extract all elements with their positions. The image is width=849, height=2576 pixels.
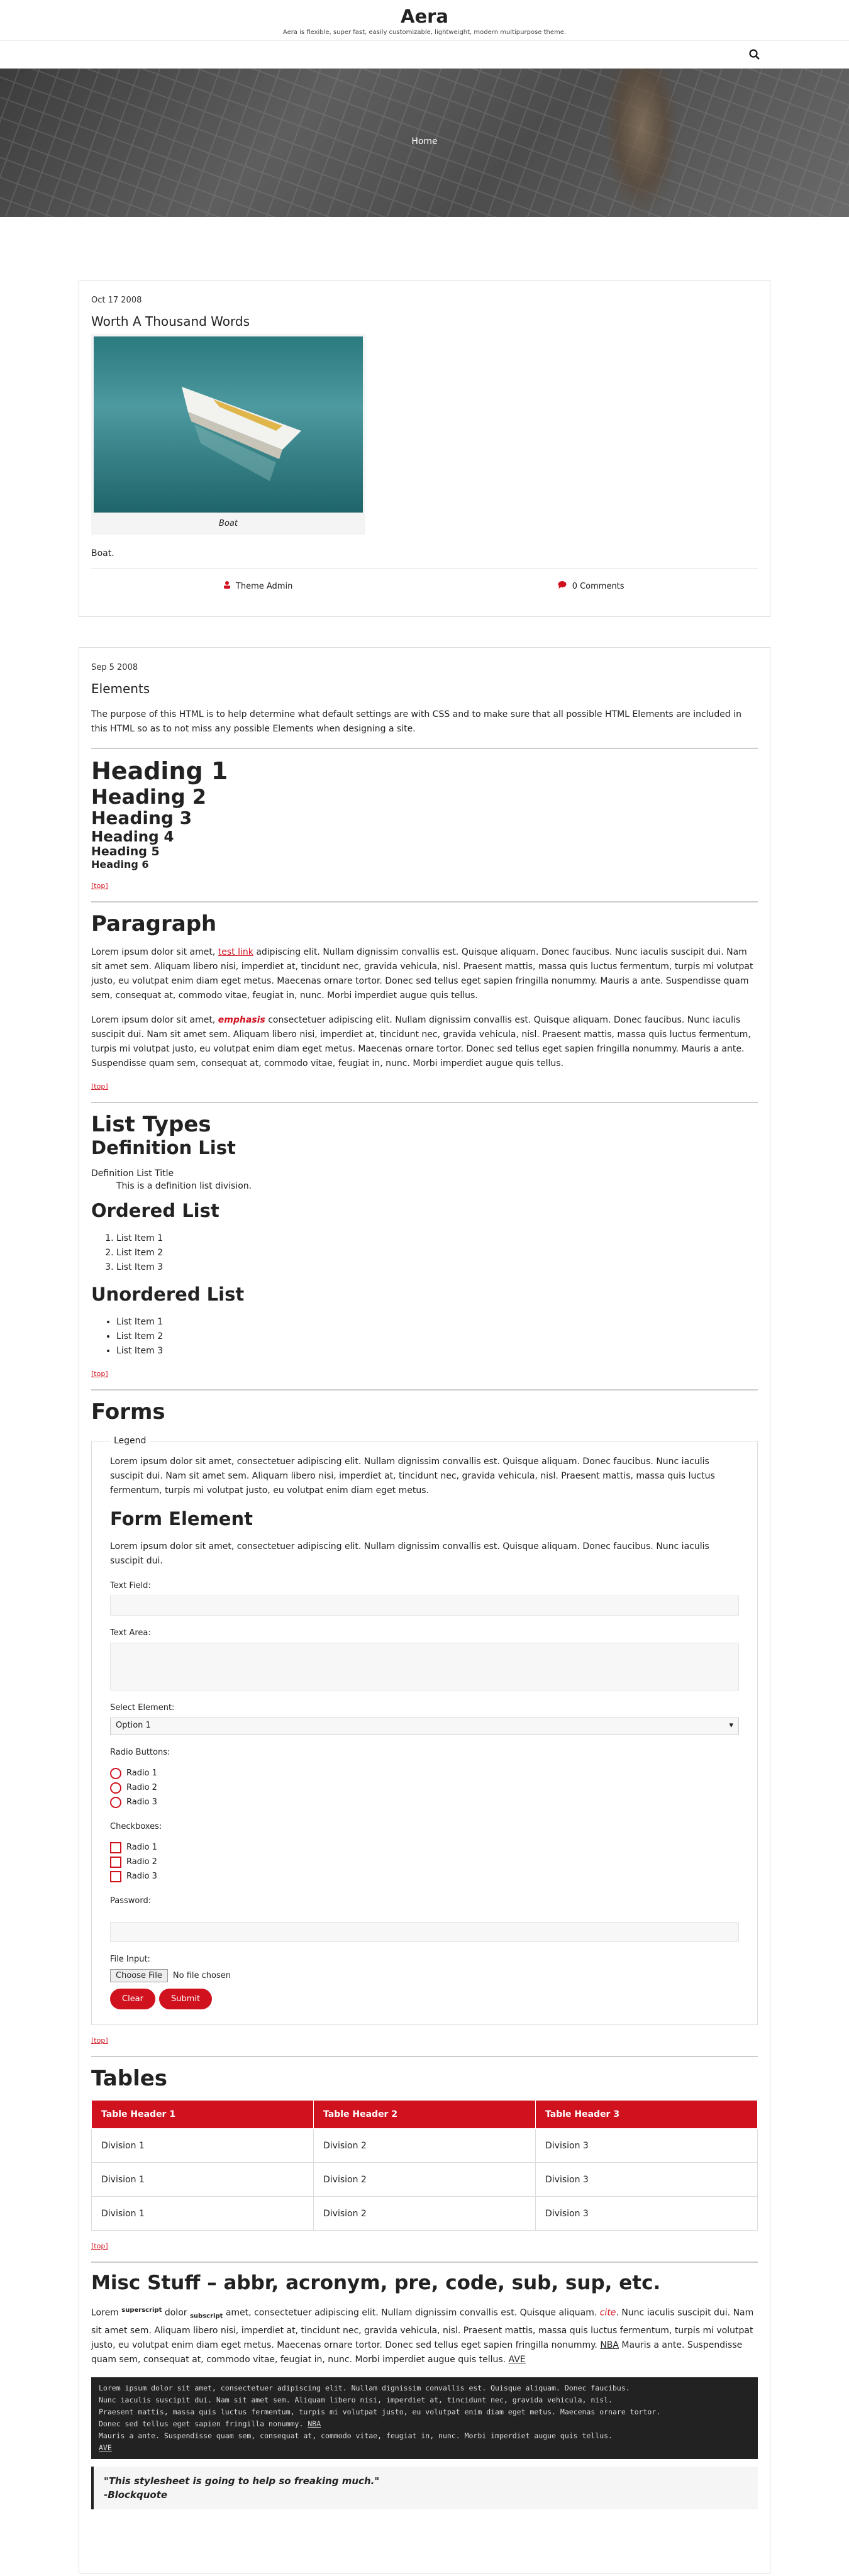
blockquote (91, 2467, 758, 2509)
post-card (79, 280, 770, 617)
divider (91, 2262, 758, 2263)
post-date: Oct 17 2008 (91, 296, 142, 305)
text-area-label: Text Area: (110, 1628, 151, 1638)
user-icon (223, 582, 231, 591)
table-cell: Division 2 (314, 2163, 536, 2197)
misc-paragraph: Lorem $^{superscript}$ dolor $_{subscript}$ amet, consectetuer adipiscing elit. Nullam dignissim convallis est. Quisque aliquam. cite. Nunc iaculis suscipit dui. Nam sit amet sem. Aliquam libero nisi, imperdiet at, tincidunt nec, gravida vehicula, nisl. Praesent mattis, massa quis luctus fermentum, turpis mi volutpat justo, eu volutpat enim diam eget metus. Maecenas ornare tortor. Donec sed tellus eget sapien fringilla nonummy. NBA Mauris a ante. Suspendisse quam sem, consequat at, commodo vitae, feugiat in, nunc. Morbi imperdiet augue quis tellus. AVE (91, 2307, 754, 2365)
heading-4: Heading 4 (91, 828, 174, 845)
file-status: No file chosen (172, 1971, 231, 1981)
checkbox[interactable] (110, 1871, 121, 1882)
table-header: Table Header 3 (536, 2101, 758, 2129)
list-item: • List Item 3 (116, 1344, 758, 1358)
heading-1: Heading 1 (91, 757, 228, 785)
list-item: 1. List Item 1 (116, 1231, 758, 1246)
chevron-down-icon: ▾ (729, 1721, 733, 1731)
paragraph-heading: Paragraph (91, 911, 217, 937)
submit-button[interactable]: Submit (159, 1989, 212, 2009)
clear-button[interactable]: Clear (110, 1989, 155, 2009)
cite-text: cite (599, 2308, 616, 2318)
paragraph-2: Lorem ipsum dolor sit amet, emphasis consectetuer adipiscing elit. Nullam dignissim convallis est. Quisque aliquam. Donec faucibus. Nunc iaculis suscipit dui. Nam sit amet sem. Aliquam libero nisi, imperdiet at, tincidunt nec, gravida vehicula, nisl. Praesent mattis, massa quis luctus fermentum, turpis mi volutpat justo, eu volutpat enim diam eget metus. Maecenas ornare tortor. Donec sed tellus eget sapien fringilla nonummy. Mauris a ante. Suspendisse quam sem, consequat at, commodo vitae, feugiat in, nunc. Morbi imperdiet augue quis tellus. (91, 1015, 751, 1069)
table-header-row (92, 2101, 758, 2129)
post-title[interactable]: Worth A Thousand Words (91, 314, 250, 329)
divider (91, 901, 758, 902)
definition-title: Definition List Title (91, 1169, 174, 1179)
breadcrumb[interactable]: Home (411, 136, 438, 147)
site-tagline: Aera is flexible, super fast, easily customizable, lightweight, modern multipurpose theme. (282, 29, 567, 36)
radio-option[interactable]: Radio 3 (110, 1795, 739, 1809)
form-text: Lorem ipsum dolor sit amet, consectetuer adipiscing elit. Nullam dignissim convallis est. Quisque aliquam. Donec faucibus. Nunc iaculis suscipit dui. (110, 1541, 709, 1567)
table-header: Table Header 2 (314, 2101, 536, 2129)
tables-heading: Tables (91, 2066, 168, 2092)
comment-icon (558, 582, 567, 591)
radio-button[interactable] (110, 1768, 121, 1779)
table-row (92, 2163, 758, 2197)
checkbox[interactable] (110, 1857, 121, 1868)
table-header: Table Header 1 (92, 2101, 314, 2129)
post-comments[interactable] (425, 580, 758, 591)
list-types-heading: List Types (91, 1112, 211, 1138)
emphasis-text: emphasis (218, 1015, 265, 1026)
pre-abbr-nba: NBA (308, 2419, 321, 2428)
post-intro: The purpose of this HTML is to help determine what default settings are with CSS and to make sure that all possible HTML Elements are included in this HTML so as to not miss any possible Elements when designing a site. (91, 709, 742, 734)
hero-banner (0, 69, 849, 217)
post-figure (91, 334, 365, 535)
navbar (0, 41, 849, 69)
checkbox[interactable] (110, 1842, 121, 1853)
checkbox-option[interactable]: Radio 2 (110, 1855, 739, 1869)
boat-image[interactable] (94, 336, 363, 513)
site-title[interactable]: Aera (401, 6, 448, 27)
table-cell: Division 3 (536, 2197, 758, 2231)
misc-heading: Misc Stuff – abbr, acronym, pre, code, sub, sup, etc. (91, 2272, 661, 2295)
select-value: Option 1 (116, 1721, 151, 1731)
table-cell: Division 2 (314, 2197, 536, 2231)
heading-2: Heading 2 (91, 784, 207, 809)
sample-table (91, 2100, 758, 2231)
form-fieldset (91, 1436, 758, 2025)
list-item: • List Item 1 (116, 1315, 758, 1330)
site-header (0, 0, 849, 41)
abbr-nba: NBA (600, 2340, 619, 2350)
choose-file-button[interactable]: Choose File (110, 1969, 168, 1982)
text-field-label: Text Field: (110, 1581, 151, 1591)
paragraph-1: Lorem ipsum dolor sit amet, test link adipiscing elit. Nullam dignissim convallis est. Quisque aliquam. Donec faucibus. Nunc iaculis suscipit dui. Nam sit amet sem. Aliquam libero nisi, imperdiet at, tincidunt nec, gravida vehicula, nisl. Praesent mattis, massa quis luctus fermentum, turpis mi volutpat justo, eu volutpat enim diam eget metus. Maecenas ornare tortor. Donec sed tellus eget sapien fringilla nonummy. Mauris a ante. Suspendisse quam sem, consequat at, commodo vitae, feugiat in, nunc. Morbi imperdiet augue quis tellus. (91, 947, 753, 1001)
top-link[interactable]: [top] (91, 2242, 108, 2251)
heading-6: Heading 6 (91, 858, 149, 870)
table-row (92, 2129, 758, 2163)
top-link[interactable]: [top] (91, 1082, 108, 1091)
post-date: Sep 5 2008 (91, 663, 138, 672)
post-author[interactable] (91, 580, 425, 591)
file-input (110, 1969, 739, 1982)
ordered-list-heading: Ordered List (91, 1200, 219, 1222)
subscript: subscript (189, 2312, 223, 2320)
select-label: Select Element: (110, 1703, 175, 1713)
heading-5: Heading 5 (91, 845, 160, 859)
image-caption: Boat (219, 519, 238, 528)
form-element-heading: Form Element (110, 1508, 253, 1530)
table-cell: Division 1 (92, 2197, 314, 2231)
password-input[interactable] (110, 1922, 739, 1942)
table-cell: Division 2 (314, 2129, 536, 2163)
checkbox-label: Checkboxes: (110, 1822, 162, 1832)
forms-heading: Forms (91, 1399, 165, 1425)
select-element[interactable] (110, 1718, 739, 1735)
ordered-list (91, 1231, 758, 1275)
form-legend: Legend (114, 1436, 147, 1446)
post-excerpt: Boat. (91, 548, 114, 558)
unordered-list (91, 1315, 758, 1358)
checkbox-option[interactable]: Radio 1 (110, 1840, 739, 1855)
list-item: 2. List Item 2 (116, 1246, 758, 1260)
superscript: superscript (121, 2307, 162, 2314)
table-cell: Division 3 (536, 2129, 758, 2163)
file-input-label: File Input: (110, 1955, 150, 1965)
divider (91, 2056, 758, 2057)
checkbox-option[interactable]: Radio 3 (110, 1869, 739, 1884)
heading-3: Heading 3 (91, 808, 192, 829)
divider (91, 748, 758, 749)
legend-text: Lorem ipsum dolor sit amet, consectetuer adipiscing elit. Nullam dignissim convallis est. Quisque aliquam. Donec faucibus. Nunc iaculis suscipit dui. Nam sit amet sem. Aliquam libero nisi, imperdiet at, tincidunt nec, gravida vehicula, nisl. Praesent mattis, massa quis luctus fermentum, turpis mi volutpat justo, eu volutpat enim diam eget metus. (110, 1457, 715, 1496)
test-link[interactable]: test link (218, 947, 253, 958)
definition-division: This is a definition list division. (116, 1181, 252, 1192)
top-link[interactable]: [top] (91, 2036, 108, 2045)
list-item: 3. List Item 3 (116, 1260, 758, 1275)
top-link[interactable]: [top] (91, 1370, 108, 1379)
radio-button[interactable] (110, 1782, 121, 1794)
checkbox-group (110, 1840, 739, 1884)
acronym-ave: AVE (508, 2354, 526, 2365)
radio-group (110, 1766, 739, 1809)
radio-option[interactable]: Radio 2 (110, 1780, 739, 1795)
divider (91, 1389, 758, 1391)
text-field-input[interactable] (110, 1596, 739, 1616)
table-cell: Division 3 (536, 2163, 758, 2197)
preformatted-code: Lorem ipsum dolor sit amet, consectetuer adipiscing elit. Nullam dignissim convallis est. Quisque aliquam. Donec faucibus. Nunc iaculis suscipit dui. Nam sit amet sem. Aliquam libero nisi, imperdiet at, tincidunt nec, gravida vehicula, nisl. Praesent mattis, massa quis luctus fermentum, turpis mi volutpat justo, eu volutpat enim diam eget metus. Maecenas ornare tortor. Donec sed tellus eget sapien fringilla nonummy. NBA Mauris a ante. Suspendisse quam sem, consequat at, commodo vitae, feugiat in, nunc. Morbi imperdiet augue quis tellus. AVE (91, 2377, 758, 2459)
post-card-elements (79, 647, 770, 2573)
content (79, 280, 770, 2573)
list-item: • List Item 2 (116, 1330, 758, 1344)
radio-option[interactable]: Radio 1 (110, 1766, 739, 1780)
form-buttons (110, 1989, 739, 2009)
unordered-list-heading: Unordered List (91, 1284, 245, 1306)
post-meta (91, 569, 758, 591)
quote-text: "This stylesheet is going to help so freaking much." (104, 2475, 380, 2487)
radio-label: Radio Buttons: (110, 1748, 170, 1758)
top-link[interactable]: [top] (91, 882, 108, 891)
quote-attribution: -Blockquote (104, 2489, 168, 2501)
table-cell: Division 1 (92, 2163, 314, 2197)
comments-count: 0 Comments (572, 582, 624, 591)
text-area-input[interactable] (110, 1643, 739, 1690)
divider (91, 1102, 758, 1103)
table-row (92, 2197, 758, 2231)
post-title[interactable]: Elements (91, 681, 150, 696)
search-icon[interactable] (748, 48, 761, 61)
definition-list-heading: Definition List (91, 1137, 236, 1159)
headings-sample (91, 758, 758, 870)
radio-button[interactable] (110, 1797, 121, 1808)
password-label: Password: (110, 1896, 152, 1906)
pre-acronym-ave: AVE (99, 2443, 112, 2452)
author-name: Theme Admin (235, 582, 293, 591)
table-cell: Division 1 (92, 2129, 314, 2163)
